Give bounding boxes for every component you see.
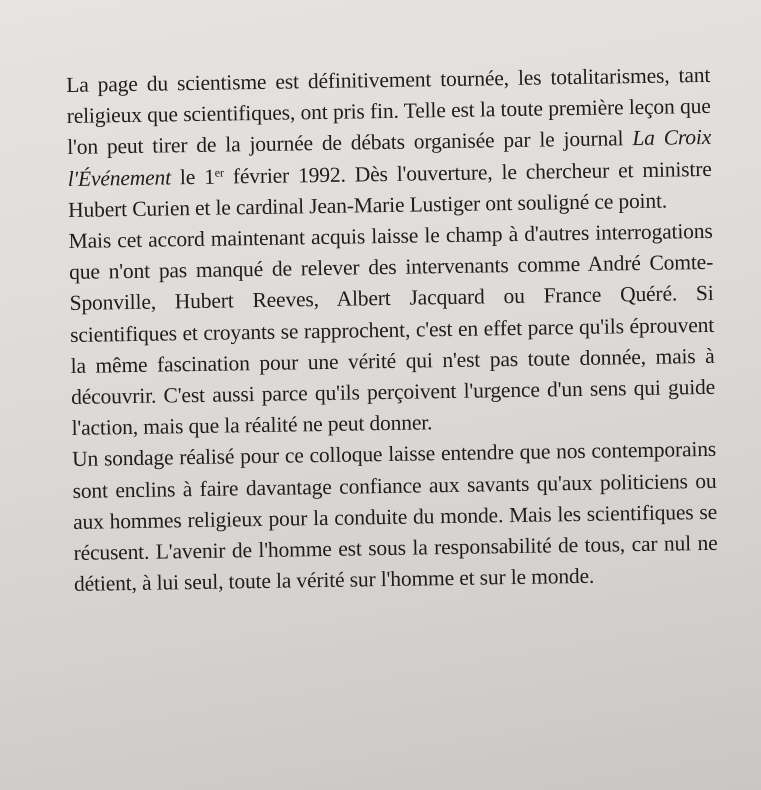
ordinal-superscript: er xyxy=(214,165,224,180)
paragraph-1 xyxy=(66,60,712,226)
paragraph-1-text-start: La page du scientisme est définitivement tournée, les totalitarismes, tant religieux que scientifiques, ont pris fin. Telle est la toute première leçon que l'on peut tirer de la journée de débats organisée par le journal xyxy=(66,62,711,160)
newspaper-title: La Croix l'Événement xyxy=(67,125,712,191)
paragraph-1-text-date: le 1 xyxy=(170,164,215,189)
paragraph-3: Un sondage réalisé pour ce colloque laisse entendre que nos contemporains sont enclins à faire davantage confiance aux savants qu'aux politiciens ou aux hommes religieux pour la conduite du monde. Mais les scientifiques se récusent. L'avenir de l'homme est sous la responsabilité de tous, car nul ne détient, à lui seul, toute la vérité sur l'homme et sur le monde. xyxy=(71,437,718,597)
paragraph-1-text-end: février 1992. Dès l'ouverture, le chercheur et ministre Hubert Curien et le cardinal Jean-Marie Lustiger ont souligné ce point. xyxy=(68,156,712,222)
book-page-text xyxy=(66,60,718,601)
paragraph-2: Mais cet accord maintenant acquis laisse le champ à d'autres interrogations que n'ont pas manqué de relever des intervenants comme André Comte-Sponville, Hubert Reeves, Albert Jacquard ou France Quéré. Si scientifiques et croyants se rapprochent, c'est en effet parce qu'ils éprouvent la même fascination pour une vérité qui n'est pas toute donnée, mais à découvrir. C'est aussi parce qu'ils perçoivent l'urgence d'un sens qui guide l'action, mais que la réalité ne peut donner. xyxy=(68,218,716,441)
